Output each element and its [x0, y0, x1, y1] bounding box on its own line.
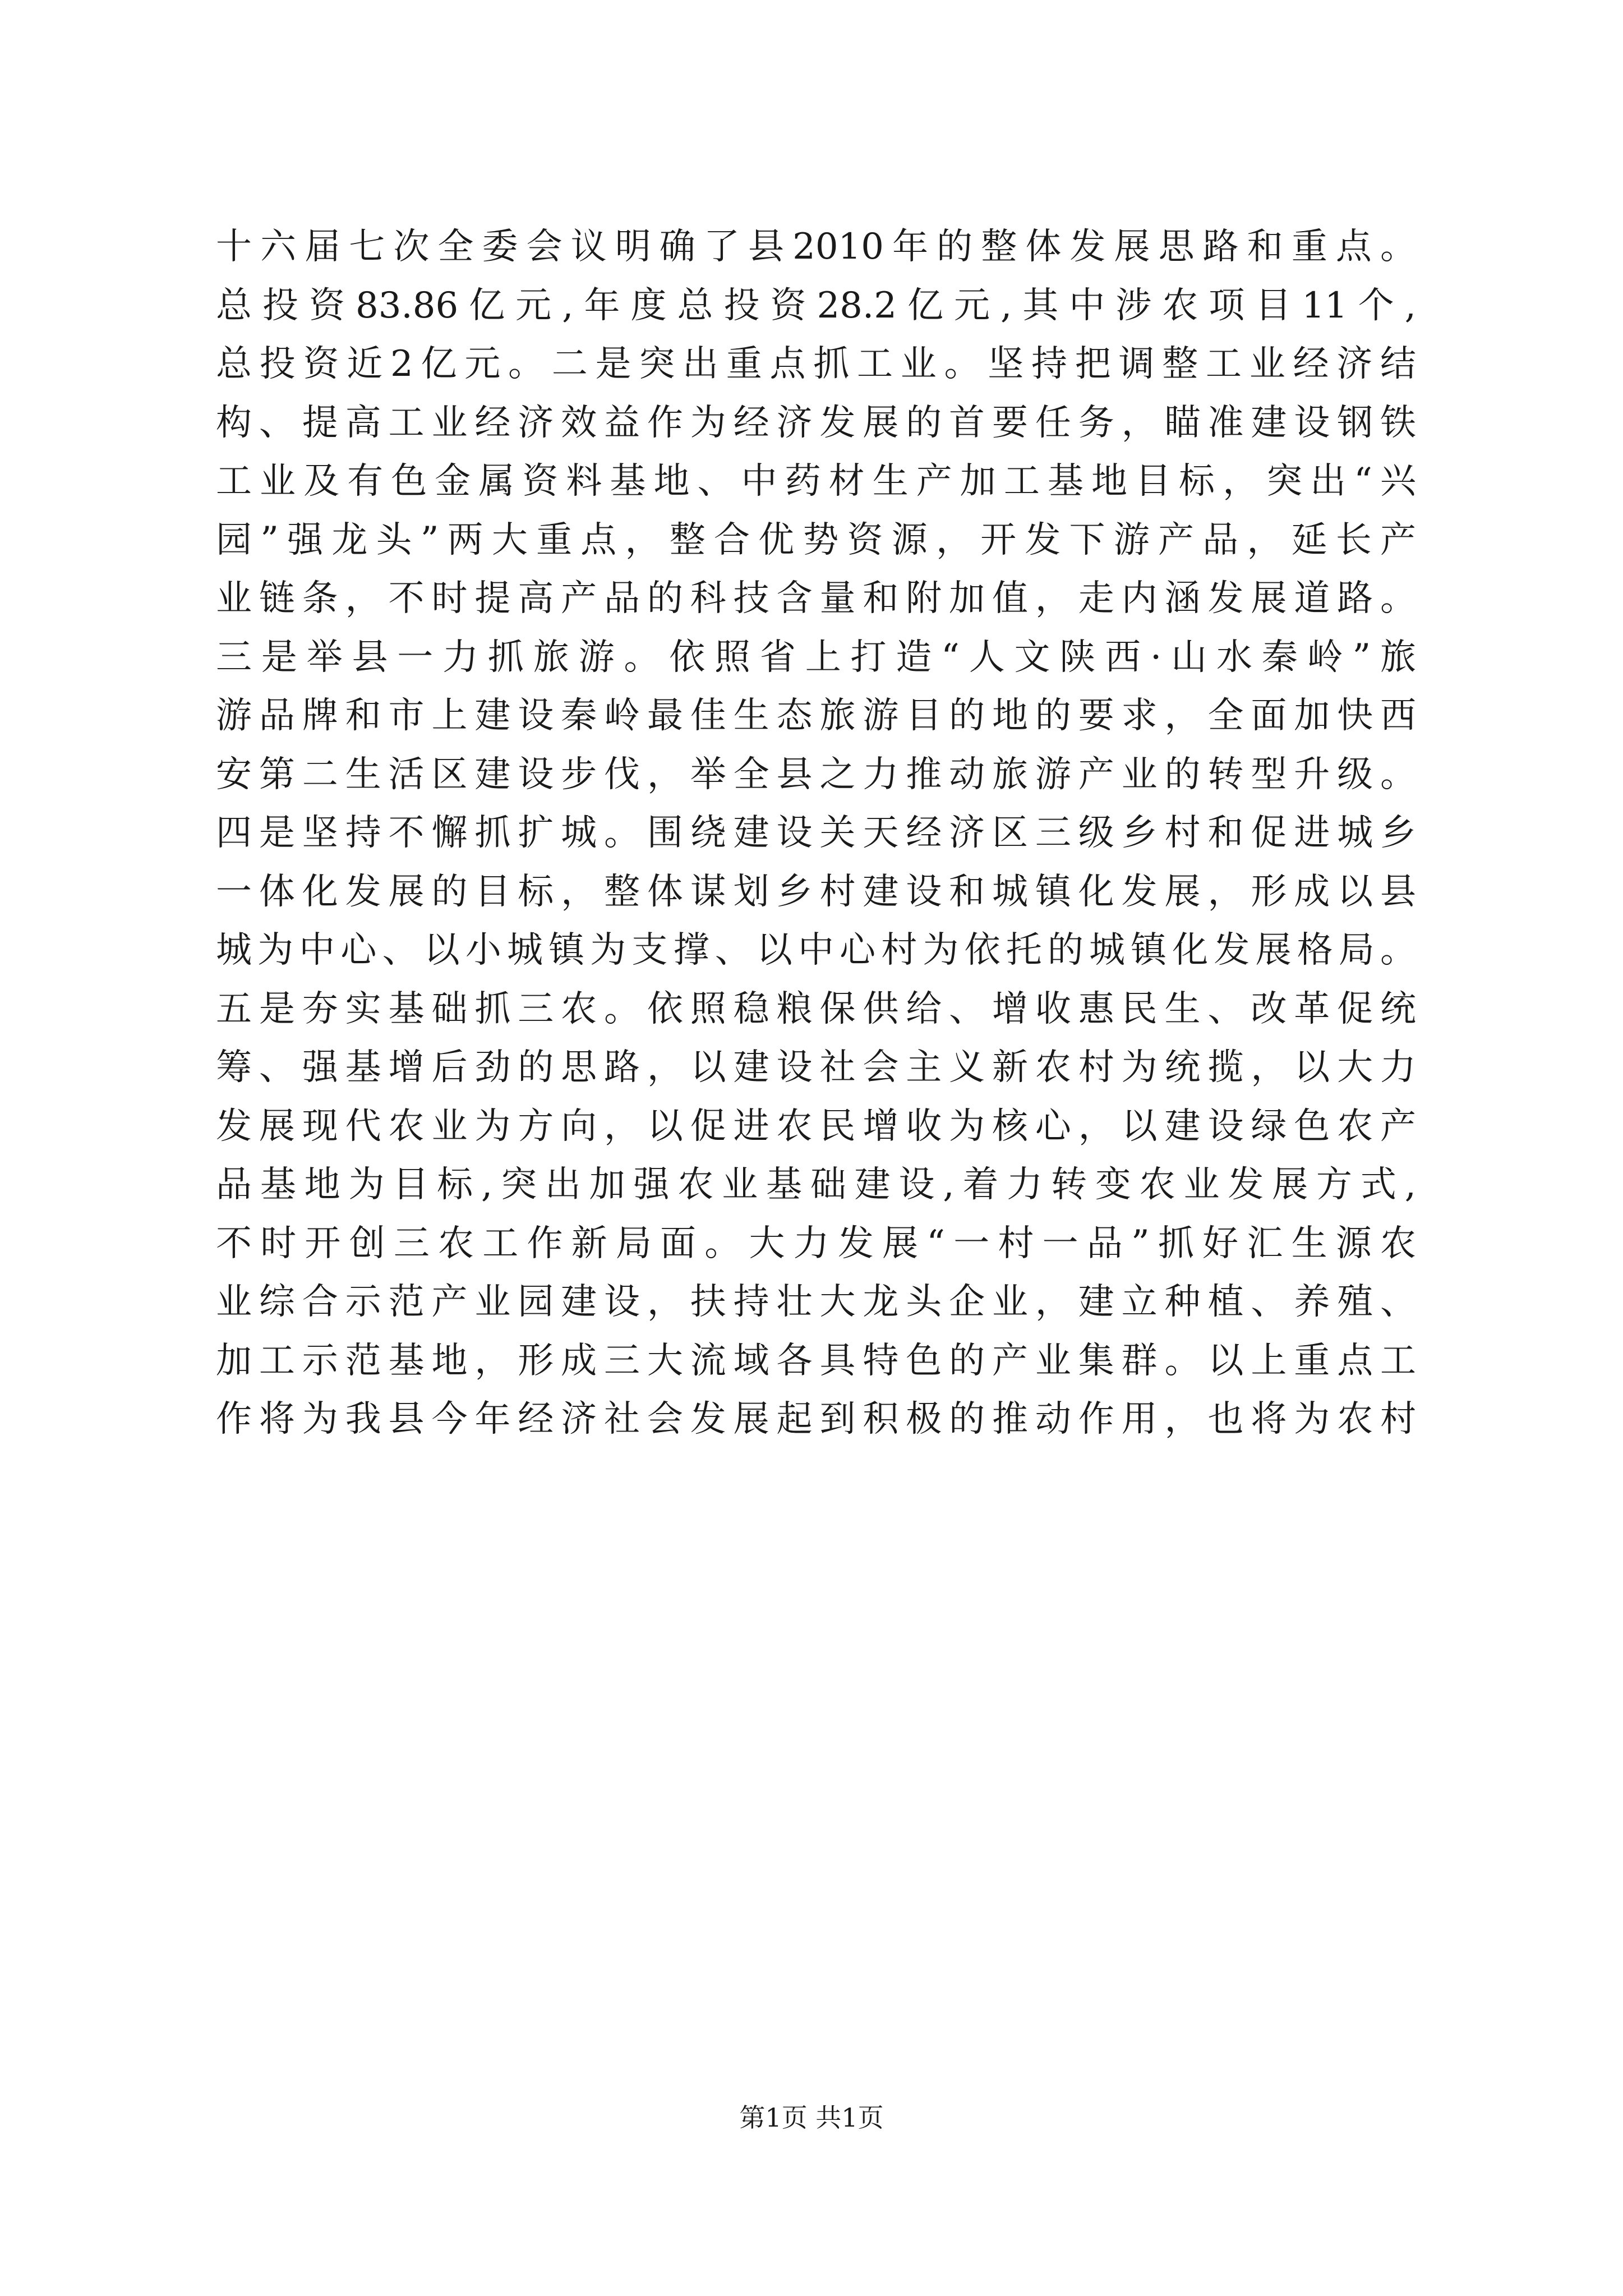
- text-line-7: 业链条，不时提高产品的科技含量和附加值，走内涵发展道路。: [216, 578, 1416, 619]
- text-line-17: 品基地为目标,突出加强农业基础建设,着力转变农业发展方式,: [216, 1164, 1416, 1205]
- text-line-6: 园”强龙头”两大重点，整合优势资源，开发下游产品，延长产: [216, 519, 1416, 561]
- text-line-20: 加工示范基地，形成三大流域各具特色的产业集群。以上重点工: [216, 1340, 1416, 1382]
- text-line-10: 安第二生活区建设步伐，举全县之力推动旅游产业的转型升级。: [216, 753, 1416, 795]
- text-line-19: 业综合示范产业园建设，扶持壮大龙头企业，建立种植、养殖、: [216, 1281, 1416, 1323]
- text-line-13: 城为中心、以小城镇为支撑、以中心村为依托的城镇化发展格局。: [216, 930, 1416, 971]
- text-line-2: 总投资83.86亿元,年度总投资28.2亿元,其中涉农项目11个,: [216, 284, 1416, 326]
- text-line-16: 发展现代农业为方向，以促进农民增收为核心，以建设绿色农产: [216, 1105, 1416, 1147]
- text-line-11: 四是坚持不懈抓扩城。围绕建设关天经济区三级乡村和促进城乡: [216, 812, 1416, 854]
- text-line-9: 游品牌和市上建设秦岭最佳生态旅游目的地的要求，全面加快西: [216, 695, 1416, 737]
- text-line-5: 工业及有色金属资料基地、中药材生产加工基地目标，突出“兴: [216, 461, 1416, 502]
- text-line-3: 总投资近2亿元。二是突出重点抓工业。坚持把调整工业经济结: [216, 343, 1416, 385]
- text-line-14: 五是夯实基础抓三农。依照稳粮保供给、增收惠民生、改革促统: [216, 988, 1416, 1030]
- text-line-8: 三是举县一力抓旅游。依照省上打造“人文陕西·山水秦岭”旅: [216, 636, 1416, 678]
- text-line-12: 一体化发展的目标，整体谋划乡村建设和城镇化发展，形成以县: [216, 871, 1416, 913]
- body-text: [216, 218, 1416, 1449]
- text-line-1: 十六届七次全委会议明确了县2010年的整体发展思路和重点。: [216, 226, 1416, 268]
- page-footer: [0, 2101, 1623, 2134]
- text-line-4: 构、提高工业经济效益作为经济发展的首要任务，瞄准建设钢铁: [216, 402, 1416, 444]
- text-line-18: 不时开创三农工作新局面。大力发展“一村一品”抓好汇生源农: [216, 1222, 1416, 1264]
- text-line-15: 筹、强基增后劲的思路，以建设社会主义新农村为统揽，以大力: [216, 1047, 1416, 1088]
- page-number-label: 第1页 共1页: [739, 2102, 884, 2133]
- text-line-21: 作将为我县今年经济社会发展起到积极的推动作用，也将为农村: [216, 1398, 1416, 1440]
